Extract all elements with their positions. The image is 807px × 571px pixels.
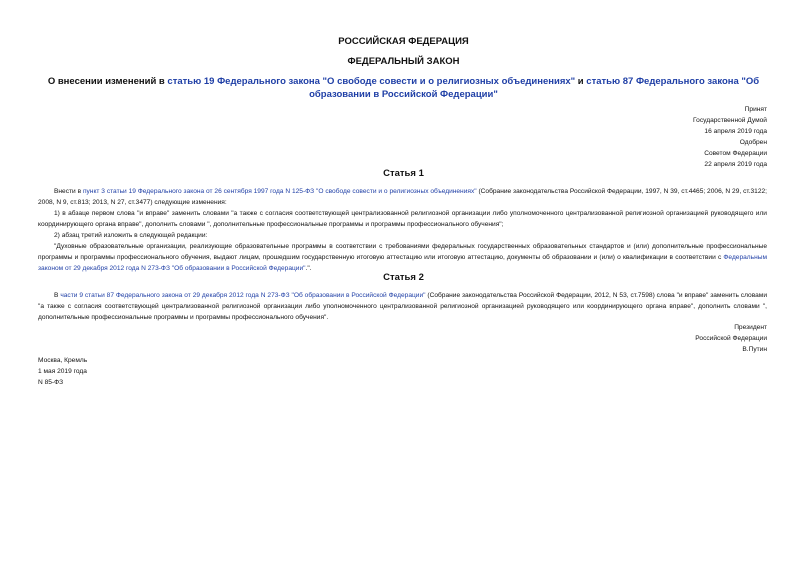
link-law-273-fz-part-9[interactable]: части 9 статьи 87 Федерального закона от 29 декабря 2012 года N 273-ФЗ "Об образовании в Российской Федерации": [60, 292, 426, 299]
text-fragment: В: [54, 292, 61, 299]
title-conjunction: и: [575, 76, 587, 87]
adopted-by: Государственной Думой: [693, 117, 767, 125]
approved-date: 22 апреля 2019 года: [704, 161, 767, 169]
text-fragment: (Собрание законодательства Российской Федерации, 2012, N 53, ст.7598) слова "и вправе" заменить словами "а также с согласия соответствующей централизованной религиозной организации либо уполномоченного централизованной религиозной организацией руководящего или координирующего органа вправе", дополнить словами ", дополнительные профессиональные программы и программы профессионального обучения".: [38, 292, 768, 321]
signatory-title: Президент: [734, 324, 767, 331]
title-prefix: О внесении изменений в: [47, 76, 168, 87]
approved-by: Советом Федерации: [704, 150, 767, 158]
signing-place: Москва, Кремль: [38, 357, 88, 364]
adopted-date: 16 апреля 2019 года: [704, 128, 767, 136]
title-link-article-87[interactable]: статью 87 Федерального закона "Об образовании в Российской Федерации": [309, 76, 760, 100]
article-1-paragraph: [38, 241, 767, 274]
text-fragment: Внести в: [54, 188, 83, 195]
article-1-paragraph: 1) в абзаце первом слова "и вправе" заменить словами "а также с согласия соответствующей централизованной религиозной организации либо уполномоченного централизованной религиозной организацией руководящего или координирующего органа вправе", дополнить словами ", дополнительные профессиональные программы и программы профессионального обучения";: [38, 210, 767, 228]
article-1-heading: Статья 1: [383, 168, 424, 179]
article-1-paragraph: [38, 186, 767, 208]
link-law-273-fz[interactable]: Федеральным законом от 29 декабря 2012 года N 273-ФЗ "Об образовании в Российской Федерации": [38, 254, 767, 272]
article-2-body: [38, 290, 767, 323]
link-law-125-fz[interactable]: пункт 3 статьи 19 Федерального закона от 26 сентября 1997 года N 125-ФЗ "О свободе совести и о религиозных объединениях": [82, 188, 477, 195]
country-heading: РОССИЙСКАЯ ФЕДЕРАЦИЯ: [338, 36, 469, 47]
signatory-country: Российской Федерации: [695, 335, 767, 343]
article-1-body: [38, 186, 767, 274]
text-fragment: (Собрание законодательства Российской Федерации, 1997, N 39, ст.4465; 2006, N 29, ст.3122; 2008, N 9, ст.813; 2013, N 27, ст.3477) следующие изменения:: [38, 188, 767, 206]
document-type-heading: ФЕДЕРАЛЬНЫЙ ЗАКОН: [347, 56, 460, 67]
law-number: N 85-ФЗ: [38, 379, 64, 386]
article-2-paragraph: [38, 290, 767, 323]
text-fragment: "Духовные образовательные организации, реализующие образовательные программы в соответствии с требованиями федеральных государственных образовательных стандартов и (или) дополнительные профессиональные программы и программы профессионального обучения, выдают лицам, прошедшим государственную итоговую аттестацию или итоговую аттестацию, документы об образовании и (или) о квалификации в соответствии с: [38, 243, 767, 261]
signing-date: 1 мая 2019 года: [38, 368, 87, 375]
text-fragment: .".: [305, 265, 312, 272]
adopted-label: Принят: [744, 106, 767, 113]
approved-label: Одобрен: [739, 139, 767, 147]
article-1-paragraph: 2) абзац третий изложить в следующей редакции:: [54, 232, 208, 239]
signature-block: [587, 322, 767, 356]
place-date-block: [38, 355, 87, 388]
title-link-article-19[interactable]: статью 19 Федерального закона "О свободе совести и о религиозных объединениях": [167, 76, 576, 87]
article-2-heading: Статья 2: [383, 272, 424, 283]
law-title: [30, 75, 777, 101]
adoption-block: [587, 104, 767, 171]
signatory-name: В.Путин: [742, 346, 767, 354]
